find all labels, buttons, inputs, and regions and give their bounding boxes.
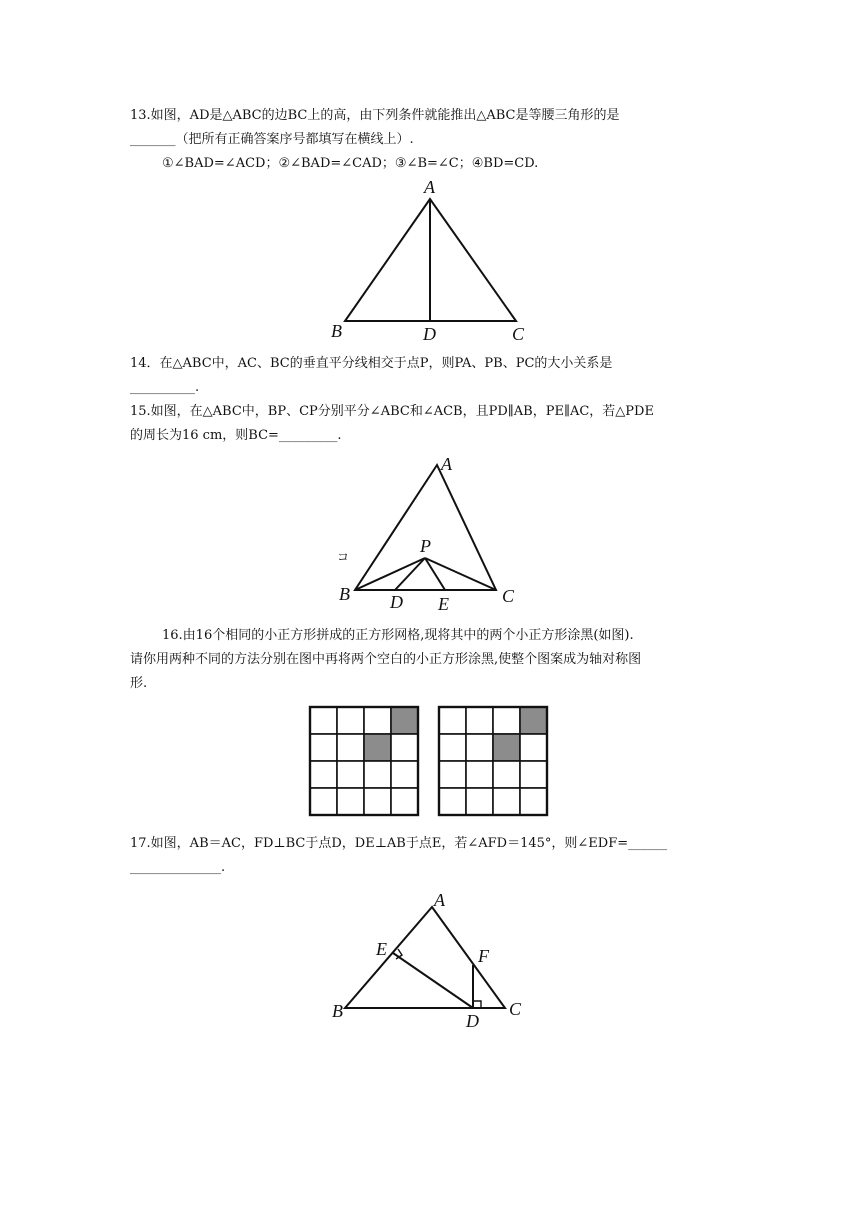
- q13-label-c: C: [512, 324, 525, 344]
- q13-options: ①∠BAD=∠ACD；②∠BAD=∠CAD；③∠B=∠C；④BD=CD.: [162, 156, 539, 171]
- q13-line-2: _______（把所有正确答案序号都填写在横线上）.: [130, 132, 414, 147]
- q17-label-d: D: [466, 1011, 479, 1031]
- q17-label-e: E: [376, 939, 387, 959]
- q15-label-p: P: [420, 536, 431, 556]
- q13-line-1: 13.如图，AD是△ABC的边BC上的高，由下列条件就能推出△ABC是等腰三角形的是: [130, 108, 620, 123]
- q17-segment-de: [393, 953, 473, 1008]
- q15-label-a: A: [441, 454, 452, 474]
- q17-label-f: F: [478, 946, 489, 966]
- q15-label-d: D: [390, 592, 403, 612]
- q13-label-a: A: [424, 177, 435, 197]
- q15-line-1: 15.如图，在△ABC中，BP、CP分别平分∠ABC和∠ACB，且PD∥AB，PE∥AC，若△PDE: [130, 404, 654, 419]
- q14-line-2: __________.: [130, 380, 200, 395]
- q16-line-2: 请你用两种不同的方法分别在图中再将两个空白的小正方形涂黑,使整个图案成为轴对称图: [130, 652, 642, 667]
- q15-label-b: B: [339, 584, 350, 604]
- q15-label-e: E: [438, 594, 449, 614]
- q17-label-c: C: [509, 999, 522, 1019]
- q15-label-c: C: [502, 586, 515, 606]
- q13-label-b: B: [331, 321, 342, 341]
- q17-line-2: ______________.: [130, 860, 226, 875]
- q15-line-2: 的周长为16 cm，则BC=_________.: [130, 428, 342, 443]
- q16-line-3: 形.: [130, 676, 148, 691]
- q16-line-1: 16.由16个相同的小正方形拼成的正方形网格,现将其中的两个小正方形涂黑(如图).: [162, 628, 634, 643]
- q14-line-1: 14．在△ABC中，AC、BC的垂直平分线相交于点P，则PA、PB、PC的大小关系是: [130, 356, 613, 371]
- q17-right-angle-d: [473, 1001, 481, 1008]
- q17-line-1: 17.如图，AB＝AC，FD⊥BC于点D，DE⊥AB于点E，若∠AFD＝145°，则∠EDF=______: [130, 836, 668, 851]
- q13-label-d: D: [423, 324, 436, 344]
- q17-label-b: B: [332, 1001, 343, 1021]
- margin-mark: コ: [337, 550, 350, 564]
- q17-label-a: A: [434, 890, 445, 910]
